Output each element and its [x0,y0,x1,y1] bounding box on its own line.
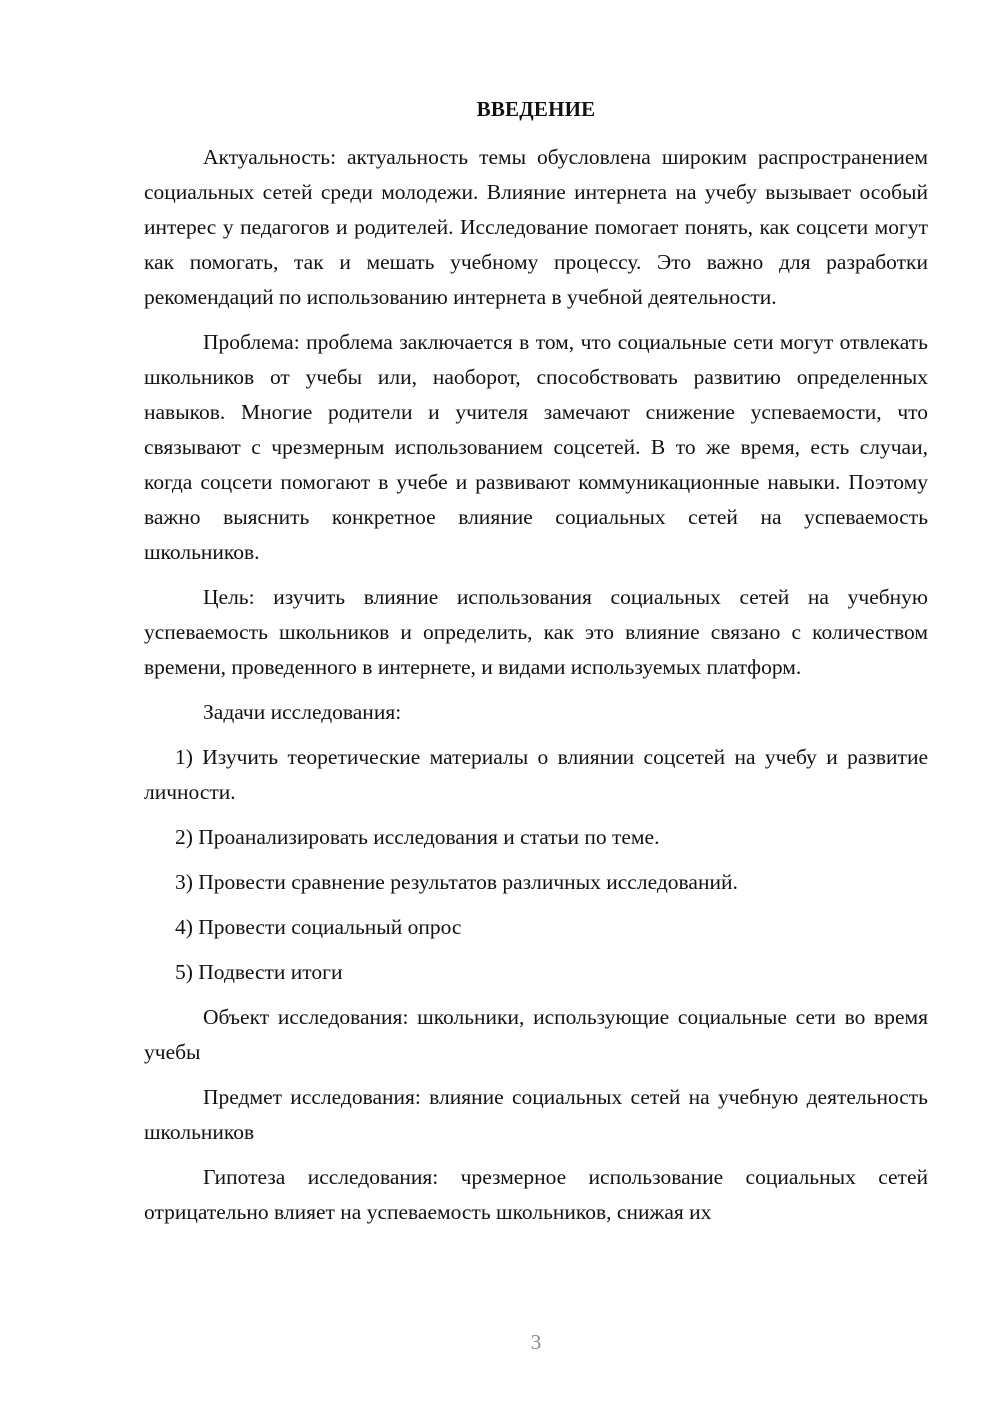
task-item-5: 5) Подвести итоги [175,960,343,984]
task-item-2: 2) Проанализировать исследования и статьи по теме. [175,825,660,849]
page-number: 3 [530,1330,542,1354]
section-title: ВВЕДЕНИЕ [476,97,596,121]
paragraph-object: Объект исследования: школьники, использующие социальные сети во время учебы [144,1005,928,1064]
task-item-4: 4) Провести социальный опрос [175,915,462,939]
tasks-heading: Задачи исследования: [203,700,402,724]
paragraph-goal: Цель: изучить влияние использования социальных сетей на учебную успеваемость школьников и определить, как это влияние связано с количеством времени, проведенного в интернете, и видами используемых платформ. [144,585,928,679]
paragraph-problem: Проблема: проблема заключается в том, что социальные сети могут отвлекать школьников от учебы или, наоборот, способствовать развитию определенных навыков. Многие родители и учителя замечают снижение успеваемости, что связывают с чрезмерным использованием соцсетей. В то же время, есть случаи, когда соцсети помогают в учебе и развивают коммуникационные навыки. Поэтому важно выяснить конкретное влияние социальных сетей на успеваемость школьников. [144,330,928,564]
document-page [144,92,928,1240]
task-item-3: 3) Провести сравнение результатов различных исследований. [175,870,738,894]
paragraph-relevance: Актуальность: актуальность темы обусловлена широким распространением социальных сетей среди молодежи. Влияние интернета на учебу вызывает особый интерес у педагогов и родителей. Исследование помогает понять, как соцсети могут как помогать, так и мешать учебному процессу. Это важно для разработки рекомендаций по использованию интернета в учебной деятельности. [144,145,928,309]
paragraph-subject: Предмет исследования: влияние социальных сетей на учебную деятельность школьников [144,1085,928,1144]
paragraph-hypothesis: Гипотеза исследования: чрезмерное использование социальных сетей отрицательно влияет на успеваемость школьников, снижая их [144,1165,928,1224]
task-item-1: 1) Изучить теоретические материалы о влиянии соцсетей на учебу и развитие личности. [144,745,928,804]
